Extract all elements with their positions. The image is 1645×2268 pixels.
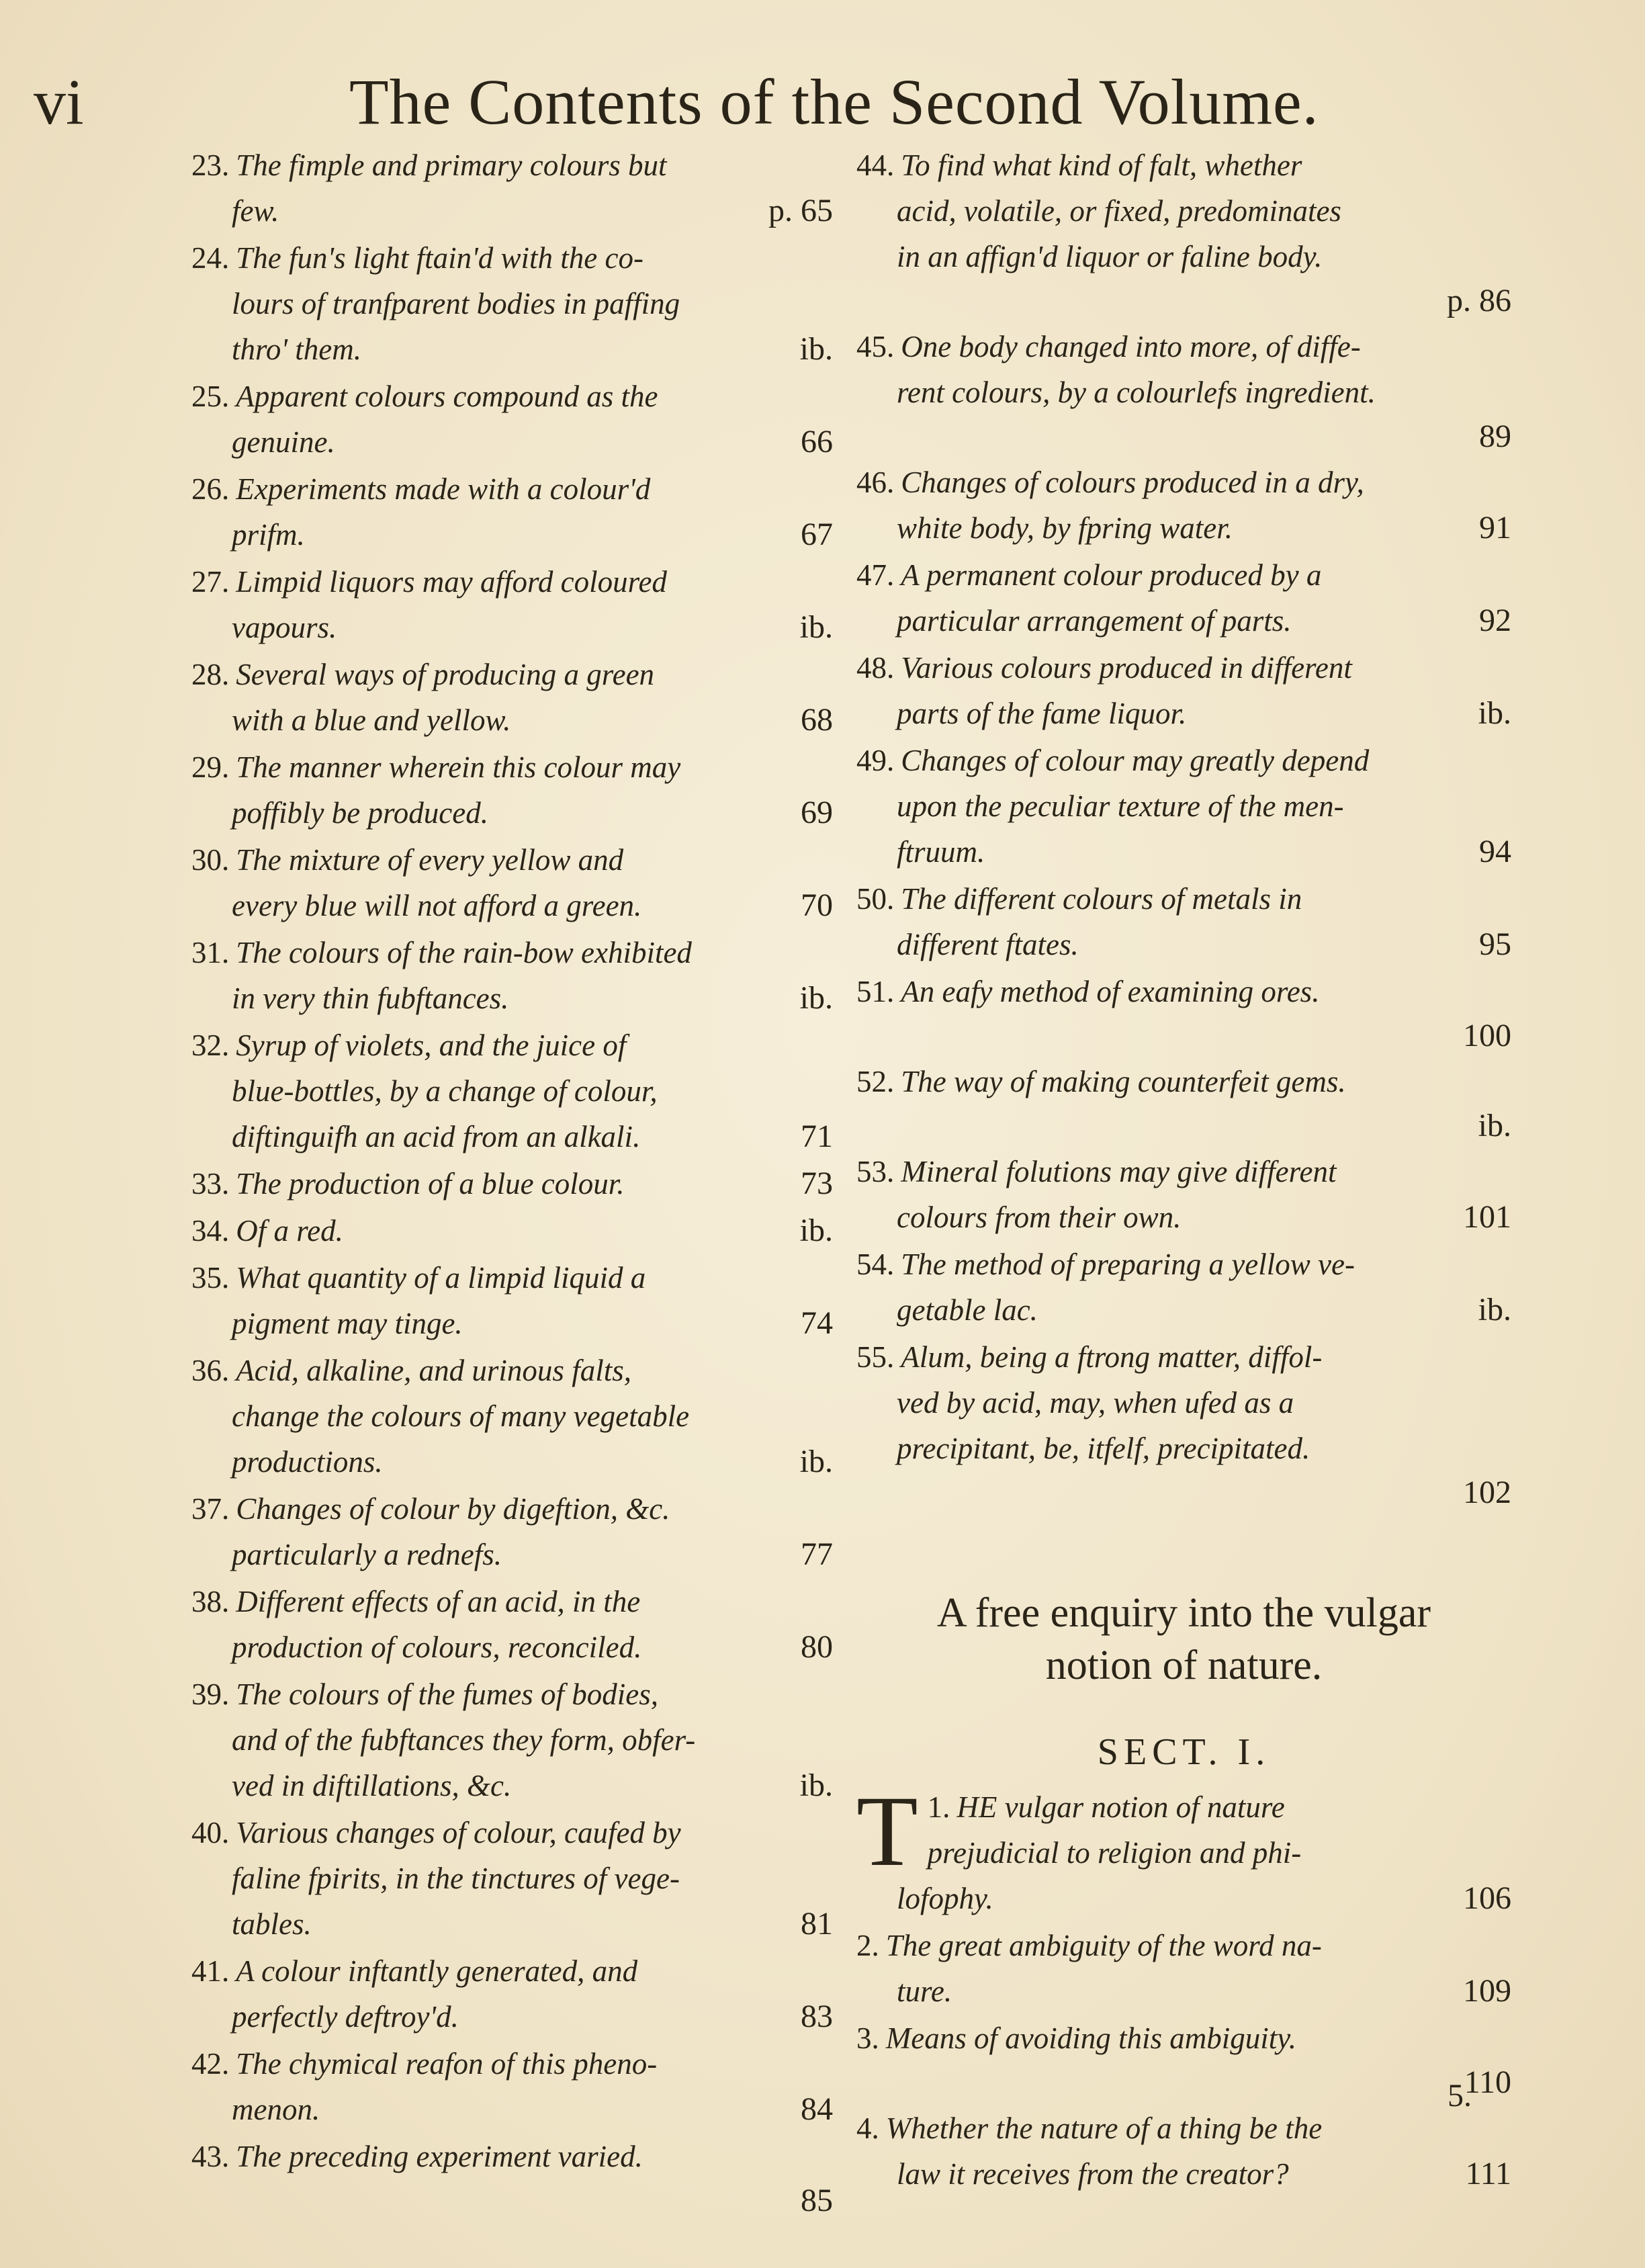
contents-entry (856, 324, 1511, 458)
entry-line (191, 1439, 833, 1485)
entry-page-number: 95 (1479, 926, 1511, 962)
entry-line (191, 1532, 833, 1577)
entry-number: 43. (191, 2140, 230, 2173)
entry-line (191, 1948, 833, 1994)
entry-line (856, 552, 1511, 598)
entry-line (856, 1876, 1511, 1921)
contents-entry (191, 1255, 833, 1346)
entry-text: Changes of colour may greatly depend (901, 744, 1370, 777)
entry-text: The method of preparing a yellow ve- (901, 1248, 1355, 1281)
entry-number: 47. (856, 558, 895, 592)
entry-line (856, 876, 1511, 922)
entry-number: 3. (856, 2021, 879, 2055)
entry-line (191, 2041, 833, 2087)
entry-line (191, 1348, 833, 1393)
entry-number: 26. (191, 472, 230, 506)
entry-number: 44. (856, 148, 895, 182)
entry-text: ved in diftillations, &c. (232, 1769, 512, 1802)
entry-line (191, 1717, 833, 1763)
entry-text: with a blue and yellow. (232, 703, 511, 737)
contents-entry (856, 738, 1511, 875)
entry-text: lofophy. (897, 1882, 993, 1915)
contents-entry (191, 1486, 833, 1577)
entry-number: 52. (856, 1065, 895, 1098)
entry-text: The mixture of every yellow and (236, 843, 624, 877)
entry-text: What quantity of a limpid liquid a (236, 1261, 646, 1295)
entry-page-number: 110 (1464, 2064, 1511, 2100)
entry-text: The colours of the fumes of bodies, (236, 1677, 658, 1711)
entry-number: 24. (191, 241, 230, 275)
contents-list-right (856, 142, 1511, 1514)
entry-text: The colours of the rain-bow exhibited (236, 936, 692, 969)
entry-number: 27. (191, 565, 230, 599)
contents-entry (191, 744, 833, 836)
entry-line (191, 1255, 833, 1301)
entry-line (191, 1763, 833, 1808)
entry-text: blue-bottles, by a change of colour, (232, 1074, 658, 1108)
entry-page-number: 67 (801, 517, 833, 552)
entry-line (191, 466, 833, 512)
entry-line (191, 2087, 833, 2132)
entry-line (191, 1624, 833, 1670)
contents-entry (856, 1149, 1511, 1240)
entry-text: Syrup of violets, and the juice of (236, 1029, 627, 1062)
page-folio: vi (34, 66, 84, 138)
entry-text: vapours. (232, 611, 337, 644)
entry-number: 46. (856, 466, 895, 499)
entry-text: parts of the fame liquor. (897, 697, 1187, 730)
entry-line (191, 605, 833, 650)
contents-entry (856, 1776, 1511, 1921)
contents-entry (856, 2105, 1511, 2197)
entry-page-number: 92 (1479, 603, 1511, 638)
entry-page-number: 80 (801, 1629, 833, 1665)
entry-number: 49. (856, 744, 895, 777)
catchword: 5. (1448, 2078, 1472, 2113)
entry-text: diftinguifh an acid from an alkali. (232, 1120, 641, 1153)
entry-line (191, 419, 833, 465)
entry-text: white body, by fpring water. (897, 511, 1233, 545)
contents-entry (191, 1348, 833, 1485)
entry-text: A permanent colour produced by a (901, 558, 1322, 592)
entry-line (856, 1923, 1511, 1968)
running-header (34, 62, 1619, 142)
entry-page-number: 85 (801, 2183, 833, 2218)
entry-text: The fun's light ftain'd with the co- (236, 241, 643, 275)
entry-text: change the colours of many vegetable (232, 1399, 690, 1433)
entry-line (191, 142, 833, 188)
entry-line (191, 790, 833, 836)
entry-page-number: ib. (799, 1444, 833, 1479)
contents-entry (191, 1948, 833, 2040)
entry-line (191, 1393, 833, 1439)
entry-page-number: 84 (801, 2091, 833, 2127)
entry-text: Various changes of colour, caufed by (236, 1816, 681, 1849)
entry-line (856, 1968, 1511, 2014)
entry-number: 42. (191, 2047, 230, 2081)
section-contents-list (856, 1776, 1511, 2197)
entry-line (191, 1301, 833, 1346)
entry-line (856, 922, 1511, 967)
contents-entry (191, 837, 833, 928)
entry-number: 34. (191, 1214, 230, 1248)
entry-text: lours of tranfparent bodies in paffing (232, 287, 680, 320)
entry-text: An eafy method of examining ores. (901, 975, 1320, 1008)
entry-number: 29. (191, 750, 230, 784)
entry-text: precipitant, be, itfelf, precipitated. (897, 1432, 1310, 1465)
treatise-heading (856, 1587, 1511, 1692)
entry-text: production of colours, reconciled. (232, 1630, 642, 1664)
entry-number: 38. (191, 1585, 230, 1618)
entry-text: tables. (232, 1907, 312, 1941)
entry-number: 35. (191, 1261, 230, 1295)
entry-line (191, 1114, 833, 1160)
contents-entry (191, 1810, 833, 1947)
entry-line (856, 142, 1511, 188)
entry-text: The fimple and primary colours but (236, 148, 667, 182)
entry-line (191, 1994, 833, 2040)
entry-number: 2. (856, 1929, 879, 1962)
entry-line (191, 2134, 833, 2179)
entry-text: in an affign'd liquor or faline body. (897, 240, 1323, 273)
entry-text: A colour inftantly generated, and (236, 1954, 638, 1988)
entry-text: rent colours, by a colourlefs ingredient. (897, 376, 1376, 409)
entry-number: 40. (191, 1816, 230, 1849)
contents-entry (856, 1241, 1511, 1333)
entry-number: 4. (856, 2111, 879, 2145)
entry-page-number: ib. (799, 609, 833, 645)
entry-page-number: 101 (1463, 1199, 1511, 1235)
contents-entry (856, 1334, 1511, 1514)
contents-entry (191, 235, 833, 372)
entry-number: 25. (191, 380, 230, 413)
entry-page-number: ib. (1478, 695, 1511, 731)
entry-page-number: 111 (1465, 2156, 1511, 2191)
entry-line (191, 1856, 833, 1901)
entry-text: Means of avoiding this ambiguity. (885, 2021, 1296, 2055)
entry-text: The great ambiguity of the word na- (885, 1929, 1322, 1962)
entry-line (856, 369, 1511, 415)
entry-text: in very thin fubftances. (232, 982, 509, 1015)
entry-line (191, 326, 833, 372)
entry-number: 53. (856, 1155, 895, 1188)
entry-text: Whether the nature of a thing be the (885, 2111, 1323, 2145)
entry-number: 48. (856, 651, 895, 685)
entry-text: To find what kind of falt, whether (901, 148, 1302, 182)
entry-line (856, 738, 1511, 783)
entry-line (856, 598, 1511, 644)
contents-entry (191, 2041, 833, 2132)
contents-entry (856, 460, 1511, 551)
entry-text: prifm. (232, 518, 305, 552)
entry-number: 41. (191, 1954, 230, 1988)
contents-column-left (191, 142, 833, 2224)
entry-line (191, 235, 833, 281)
contents-entry (856, 2015, 1511, 2104)
entry-number: 23. (191, 148, 230, 182)
treatise-title-line2: notion of nature. (1045, 1643, 1323, 1688)
entry-line (191, 1208, 833, 1254)
entry-page-number: ib. (799, 331, 833, 367)
entry-line (856, 1241, 1511, 1287)
entry-line (191, 1810, 833, 1856)
page-title: The Contents of the Second Volume. (349, 66, 1319, 138)
entry-text: The production of a blue colour. (236, 1167, 625, 1201)
entry-text: Apparent colours compound as the (236, 380, 658, 413)
entry-text: particularly a rednefs. (232, 1538, 502, 1571)
entry-page-number: 106 (1463, 1880, 1511, 1916)
entry-number: 1. (927, 1790, 950, 1824)
entry-line (191, 883, 833, 928)
entry-line (856, 1059, 1511, 1104)
entry-page-number: 109 (1463, 1973, 1511, 2009)
entry-line (856, 1784, 1511, 1830)
entry-text: productions. (232, 1445, 383, 1479)
entry-text: The chymical reafon of this pheno- (236, 2047, 658, 2081)
contents-entry (191, 1579, 833, 1670)
contents-entry (856, 969, 1511, 1057)
entry-number: 50. (856, 882, 895, 916)
entry-page-number: 70 (801, 887, 833, 923)
entry-page-number: 91 (1479, 510, 1511, 546)
entry-text: few. (232, 194, 279, 228)
entry-line (856, 829, 1511, 875)
entry-text: poffibly be produced. (232, 796, 488, 830)
entry-text: menon. (232, 2093, 320, 2126)
entry-line (856, 2151, 1511, 2197)
entry-line (191, 1068, 833, 1114)
entry-text: Mineral folutions may give different (901, 1155, 1337, 1188)
entry-text: law it receives from the creator? (897, 2157, 1289, 2191)
entry-line (191, 374, 833, 419)
entry-number: 31. (191, 936, 230, 969)
entry-text: acid, volatile, or fixed, predominates (897, 194, 1341, 228)
entry-line (191, 512, 833, 558)
entry-line (191, 1486, 833, 1532)
entry-line (856, 1287, 1511, 1333)
entry-line (856, 1334, 1511, 1380)
entry-page-number: ib. (1478, 1292, 1511, 1327)
entry-text: ftruum. (897, 835, 985, 869)
entry-number: 39. (191, 1677, 230, 1711)
entry-line (856, 188, 1511, 234)
entry-page-number: 102 (1463, 1475, 1511, 1510)
contents-entry (191, 1208, 833, 1254)
entry-line (856, 1830, 1511, 1876)
entry-line (856, 1149, 1511, 1194)
entry-line (191, 652, 833, 697)
entry-number: 45. (856, 330, 895, 363)
entry-text: getable lac. (897, 1293, 1038, 1327)
entry-number: 51. (856, 975, 895, 1008)
entry-text: Changes of colours produced in a dry, (901, 466, 1364, 499)
entry-line (191, 1579, 833, 1624)
entry-text: Various colours produced in different (901, 651, 1352, 685)
entry-number: 36. (191, 1354, 230, 1387)
entry-number: 30. (191, 843, 230, 877)
entry-line (191, 744, 833, 790)
entry-line (191, 697, 833, 743)
entry-text: colours from their own. (897, 1201, 1182, 1234)
entry-line (856, 1380, 1511, 1426)
entry-text: prejudicial to religion and phi- (927, 1836, 1302, 1870)
treatise-title-line1: A free enquiry into the vulgar (936, 1590, 1431, 1636)
entry-number: 54. (856, 1248, 895, 1281)
contents-column-right (856, 142, 1511, 2198)
contents-entry (856, 142, 1511, 322)
contents-entry (191, 652, 833, 743)
entry-text: pigment may tinge. (232, 1307, 463, 1340)
entry-text: upon the peculiar texture of the men- (897, 789, 1344, 823)
entry-number: 55. (856, 1340, 895, 1374)
section-heading: SECT. I. (1097, 1731, 1271, 1773)
entry-page-number: 73 (801, 1166, 833, 1201)
entry-page-number: 83 (801, 1999, 833, 2034)
entry-line (191, 1022, 833, 1068)
contents-entry (191, 2134, 833, 2222)
entry-text: HE vulgar notion of nature (957, 1790, 1285, 1824)
entry-page-number: 66 (801, 424, 833, 460)
entry-line (856, 1426, 1511, 1471)
entry-text: different ftates. (897, 928, 1079, 961)
entry-number: 37. (191, 1492, 230, 1526)
entry-line (856, 234, 1511, 279)
entry-page-number: ib. (799, 1768, 833, 1803)
contents-entry (191, 142, 833, 234)
entry-number: 28. (191, 658, 230, 691)
entry-page-number: ib. (1478, 1108, 1511, 1143)
entry-line (856, 645, 1511, 691)
entry-text: and of the fubftances they form, obfer- (232, 1723, 696, 1757)
entry-text: The preceding experiment varied. (236, 2140, 643, 2173)
contents-entry (191, 930, 833, 1021)
contents-entry (191, 374, 833, 465)
entry-text: Alum, being a ftrong matter, diffol- (901, 1340, 1323, 1374)
entry-page-number: p. 65 (768, 193, 833, 228)
drop-cap: T (856, 1776, 918, 1887)
entry-page-number: 68 (801, 702, 833, 738)
contents-entry (191, 1161, 833, 1207)
entry-text: Acid, alkaline, and urinous falts, (236, 1354, 631, 1387)
entry-text: Limpid liquors may afford coloured (236, 565, 667, 599)
entry-line (856, 324, 1511, 369)
entry-page-number: 74 (801, 1305, 833, 1341)
entry-text: The manner wherein this colour may (236, 750, 681, 784)
entry-page-number: 71 (801, 1119, 833, 1154)
contents-entry (191, 466, 833, 558)
entry-text: ved by acid, may, when ufed as a (897, 1386, 1294, 1420)
entry-text: Changes of colour by digeftion, &c. (236, 1492, 670, 1526)
contents-entry (191, 1022, 833, 1160)
contents-entry (856, 552, 1511, 644)
contents-entry (191, 559, 833, 650)
entry-line (856, 2015, 1511, 2061)
entry-line (856, 2105, 1511, 2151)
entry-page-number: 100 (1463, 1018, 1511, 1053)
contents-entry (856, 645, 1511, 736)
contents-entry (856, 876, 1511, 967)
entry-text: ture. (897, 1974, 952, 2008)
entry-page-number: ib. (799, 980, 833, 1016)
entry-text: One body changed into more, of diffe- (901, 330, 1361, 363)
entry-page-number: ib. (799, 1213, 833, 1248)
entry-line (856, 505, 1511, 551)
entry-page-number: 69 (801, 795, 833, 830)
entry-text: every blue will not afford a green. (232, 889, 642, 922)
entry-line (191, 1671, 833, 1717)
entry-text: Of a red. (236, 1214, 343, 1248)
entry-text: genuine. (232, 425, 335, 459)
entry-line (856, 691, 1511, 736)
entry-page-number: 89 (1479, 419, 1511, 454)
entry-line (856, 460, 1511, 505)
entry-line (856, 1194, 1511, 1240)
entry-line (191, 837, 833, 883)
entry-line (191, 188, 833, 234)
entry-line (191, 281, 833, 326)
entry-text: perfectly deftroy'd. (232, 2000, 459, 2034)
contents-entry (191, 1671, 833, 1808)
entry-line (191, 930, 833, 975)
entry-line (191, 975, 833, 1021)
entry-text: particular arrangement of parts. (897, 604, 1292, 638)
contents-entry (856, 1059, 1511, 1147)
entry-line (856, 783, 1511, 829)
entry-text: faline fpirits, in the tinctures of vege- (232, 1862, 680, 1895)
entry-text: Several ways of producing a green (236, 658, 655, 691)
entry-text: The way of making counterfeit gems. (901, 1065, 1346, 1098)
entry-page-number: 77 (801, 1536, 833, 1572)
entry-line (191, 1901, 833, 1947)
entry-page-number: p. 86 (1447, 283, 1511, 318)
entry-line (856, 969, 1511, 1014)
entry-number: 33. (191, 1167, 230, 1201)
contents-entry (856, 1923, 1511, 2014)
entry-page-number: 94 (1479, 834, 1511, 869)
entry-number: 32. (191, 1029, 230, 1062)
entry-line (191, 559, 833, 605)
entry-text: Different effects of an acid, in the (236, 1585, 641, 1618)
entry-text: The different colours of metals in (901, 882, 1302, 916)
entry-text: Experiments made with a colour'd (236, 472, 651, 506)
entry-page-number: 81 (801, 1906, 833, 1942)
entry-text: thro' them. (232, 333, 361, 366)
entry-line (191, 1161, 833, 1207)
